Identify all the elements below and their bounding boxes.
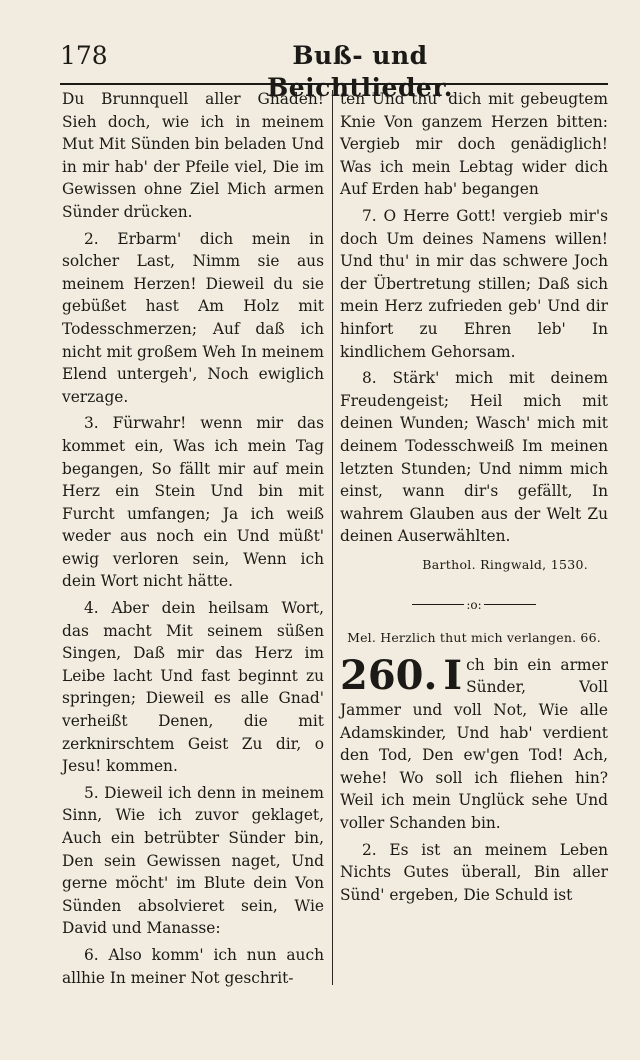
- hymn-260-stanza-1: [340, 651, 608, 835]
- header-rule: [60, 83, 608, 85]
- stanza-7: 7. O Herre Gott! vergieb mir's doch Um deines Namens willen! Und thu' in mir das schwere Joch der Übertretung stillen; Daß sich mein Herz zufrieden geb' Und dir hinfort zu Ehren leb' In kindlichem Gehorsam.: [340, 206, 608, 361]
- separator-line-left: [412, 604, 464, 605]
- stanza-6: 6. Also komm' ich nun auch allhie In meiner Not geschrit-: [62, 945, 324, 987]
- separator-line-right: [484, 604, 536, 605]
- running-title: Buß- und Beichtlieder.: [267, 41, 453, 102]
- stanza-3: 3. Fürwahr! wenn mir das kommet ein, Was ich mein Tag begangen, So fällt mir auf mein Herz ein Stein Und bin mit Furcht umfangen; Ja ich weiß weder aus noch ein Und müßt' ewig verloren sein, Wenn ich dein Wort nicht hätte.: [62, 414, 324, 591]
- hymn-author: Barthol. Ringwald, 1530.: [422, 556, 588, 572]
- section-separator: [340, 594, 608, 616]
- stanza-1: Du Brunnquell aller Gnaden! Sieh doch, wie ich in meinem Mut Mit Sünden bin beladen Und in mir hab' der Pfeile viel, Die im Gewissen ohne Ziel Mich armen Sünder drücken.: [62, 90, 324, 221]
- hymn-number: 260.: [340, 651, 438, 699]
- stanza-6-continuation: ten Und thu' dich mit gebeugtem Knie Von ganzem Herzen bitten: Vergieb mir doch genädiglich! Was ich mein Lebtag wider dich Auf Erden hab' begangen: [340, 90, 608, 199]
- hymn-260-stanza-1-text: ch bin ein armer Sünder, Voll Jammer und voll Not, Wie alle Adamskinder, Und hab' verdient den Tod, Den ew'gen Tod! Ach, wehe! Wo soll ich fliehen hin? Weil ich mein Unglück sehe Und voller Schanden bin.: [340, 655, 608, 833]
- page-header: [60, 40, 610, 102]
- drop-cap: I: [443, 651, 463, 699]
- stanza-5: 5. Dieweil ich denn in meinem Sinn, Wie ich zuvor geklaget, Auch ein betrübter Sünder bin, Den sein Gewissen naget, Und gerne möcht' im Blute dein Von Sünden absolvieret sein, Wie David und Manasse:: [62, 783, 324, 938]
- melody-reference: Mel. Herzlich thut mich verlangen. 66.: [347, 629, 601, 645]
- right-column: [340, 88, 608, 906]
- column-divider: [332, 90, 333, 985]
- stanza-2: 2. Erbarm' dich mein in solcher Last, Nimm sie aus meinem Herzen! Dieweil du sie gebüßet hast Am Holz mit Todesschmerzen; Auf daß ich nicht mit großem Weh In meinem Elend untergeh', Noch ewiglich verzage.: [62, 229, 324, 406]
- stanza-4: 4. Aber dein heilsam Wort, das macht Mit seinem süßen Singen, Daß mir das Herz im Leibe lacht Und fast beginnt zu springen; Dieweil es alle Gnad' verheißt Denen, die mit zerknirschtem Geist Zu dir, o Jesu! kommen.: [62, 599, 324, 776]
- stanza-8: 8. Stärk' mich mit deinem Freudengeist; Heil mich mit deinen Wunden; Wasch' mich mit deinem Todesschweiß Im meinen letzten Stunden; Und nimm mich einst, wann dir's gefällt, In wahrem Glauben aus der Welt Zu deinen Auserwählten.: [340, 369, 608, 546]
- separator-mark: :o:: [466, 597, 482, 612]
- left-column: [62, 88, 324, 989]
- page-number: 178: [60, 41, 108, 70]
- hymn-260-stanza-2: 2. Es ist an meinem Leben Nichts Gutes überall, Bin aller Sünd' ergeben, Die Schuld ist: [340, 840, 608, 904]
